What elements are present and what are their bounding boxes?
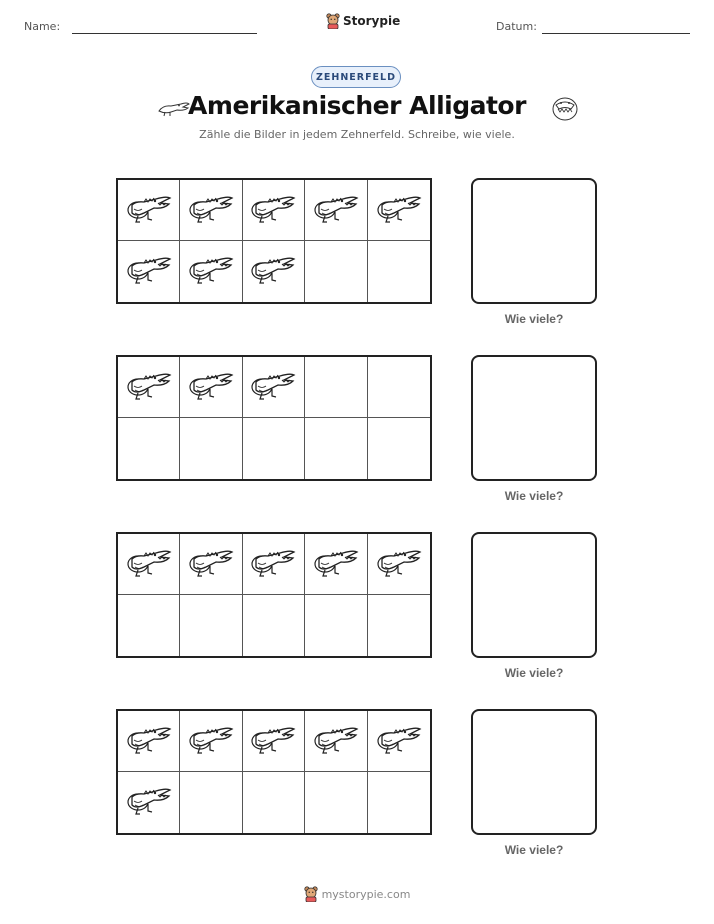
- answer-prompt: Wie viele?: [504, 666, 564, 680]
- ten-frame-cell: [368, 772, 430, 833]
- ten-frame-cell: [180, 711, 242, 772]
- ten-frame-cell: [118, 595, 180, 656]
- alligator-icon: [376, 722, 422, 761]
- ten-frame-cell: [305, 418, 367, 479]
- category-badge: ZEHNERFELD: [311, 66, 401, 88]
- alligator-head-icon: [550, 95, 580, 123]
- ten-frame-cell: [180, 241, 242, 302]
- ten-frame-cell: [243, 418, 305, 479]
- ten-frame-cell: [305, 534, 367, 595]
- ten-frame-cell: [118, 180, 180, 241]
- ten-frame-cell: [243, 711, 305, 772]
- ten-frame-cell: [180, 418, 242, 479]
- ten-frame-cell: [305, 711, 367, 772]
- ten-frame-cell: [305, 595, 367, 656]
- alligator-icon: [188, 722, 234, 761]
- ten-frame-cell: [180, 534, 242, 595]
- ten-frame-cell: [243, 772, 305, 833]
- ten-frame-cell: [368, 711, 430, 772]
- answer-box[interactable]: [471, 532, 597, 658]
- alligator-icon: [376, 191, 422, 230]
- answer-prompt: Wie viele?: [504, 312, 564, 326]
- answer-box[interactable]: [471, 355, 597, 481]
- ten-frame-cell: [368, 357, 430, 418]
- ten-frame-cell: [180, 357, 242, 418]
- ten-frame-cell: [305, 357, 367, 418]
- ten-frame-cell: [243, 241, 305, 302]
- bear-mascot-icon: [326, 13, 340, 29]
- page-title: Amerikanischer Alligator: [188, 91, 526, 120]
- ten-frame-cell: [368, 180, 430, 241]
- alligator-icon: [126, 191, 172, 230]
- alligator-icon: [188, 252, 234, 291]
- ten-frame-cell: [118, 241, 180, 302]
- answer-box[interactable]: [471, 709, 597, 835]
- alligator-icon: [313, 545, 359, 584]
- alligator-icon: [188, 368, 234, 407]
- ten-frame: [116, 178, 432, 304]
- ten-frame-cell: [243, 180, 305, 241]
- alligator-icon: [250, 368, 296, 407]
- alligator-icon: [250, 722, 296, 761]
- alligator-icon: [126, 368, 172, 407]
- alligator-icon: [126, 252, 172, 291]
- alligator-icon: [250, 191, 296, 230]
- answer-prompt: Wie viele?: [504, 489, 564, 503]
- ten-frame-cell: [368, 241, 430, 302]
- ten-frame-cell: [118, 772, 180, 833]
- name-label: Name:: [24, 20, 61, 33]
- date-label: Datum:: [496, 20, 537, 33]
- footer-url: mystorypie.com: [321, 887, 411, 901]
- ten-frame-cell: [243, 534, 305, 595]
- answer-box[interactable]: [471, 178, 597, 304]
- ten-frame-cell: [305, 180, 367, 241]
- ten-frame-cell: [118, 534, 180, 595]
- footer: [0, 886, 714, 902]
- ten-frame-cell: [368, 595, 430, 656]
- brand-name: Storypie: [343, 14, 401, 28]
- name-line[interactable]: [72, 33, 257, 34]
- alligator-icon: [250, 545, 296, 584]
- ten-frame-cell: [180, 772, 242, 833]
- date-line[interactable]: [542, 33, 690, 34]
- alligator-icon: [250, 252, 296, 291]
- alligator-icon: [313, 191, 359, 230]
- answer-prompt: Wie viele?: [504, 843, 564, 857]
- ten-frame-cell: [118, 418, 180, 479]
- ten-frame-cell: [243, 357, 305, 418]
- ten-frame-cell: [305, 772, 367, 833]
- brand-logo: [326, 13, 400, 29]
- ten-frame-cell: [305, 241, 367, 302]
- alligator-icon: [376, 545, 422, 584]
- alligator-icon: [188, 191, 234, 230]
- instructions: Zähle die Bilder in jedem Zehnerfeld. Schreibe, wie viele.: [199, 128, 515, 141]
- ten-frame: [116, 709, 432, 835]
- ten-frame: [116, 532, 432, 658]
- alligator-icon: [126, 545, 172, 584]
- alligator-icon: [313, 722, 359, 761]
- ten-frame-cell: [118, 711, 180, 772]
- alligator-icon: [188, 545, 234, 584]
- bear-mascot-icon: [304, 886, 318, 902]
- alligator-icon: [126, 722, 172, 761]
- alligator-icon: [126, 783, 172, 822]
- ten-frame-cell: [243, 595, 305, 656]
- ten-frame: [116, 355, 432, 481]
- ten-frame-cell: [118, 357, 180, 418]
- ten-frame-cell: [368, 534, 430, 595]
- ten-frame-cell: [180, 595, 242, 656]
- ten-frame-cell: [180, 180, 242, 241]
- ten-frame-cell: [368, 418, 430, 479]
